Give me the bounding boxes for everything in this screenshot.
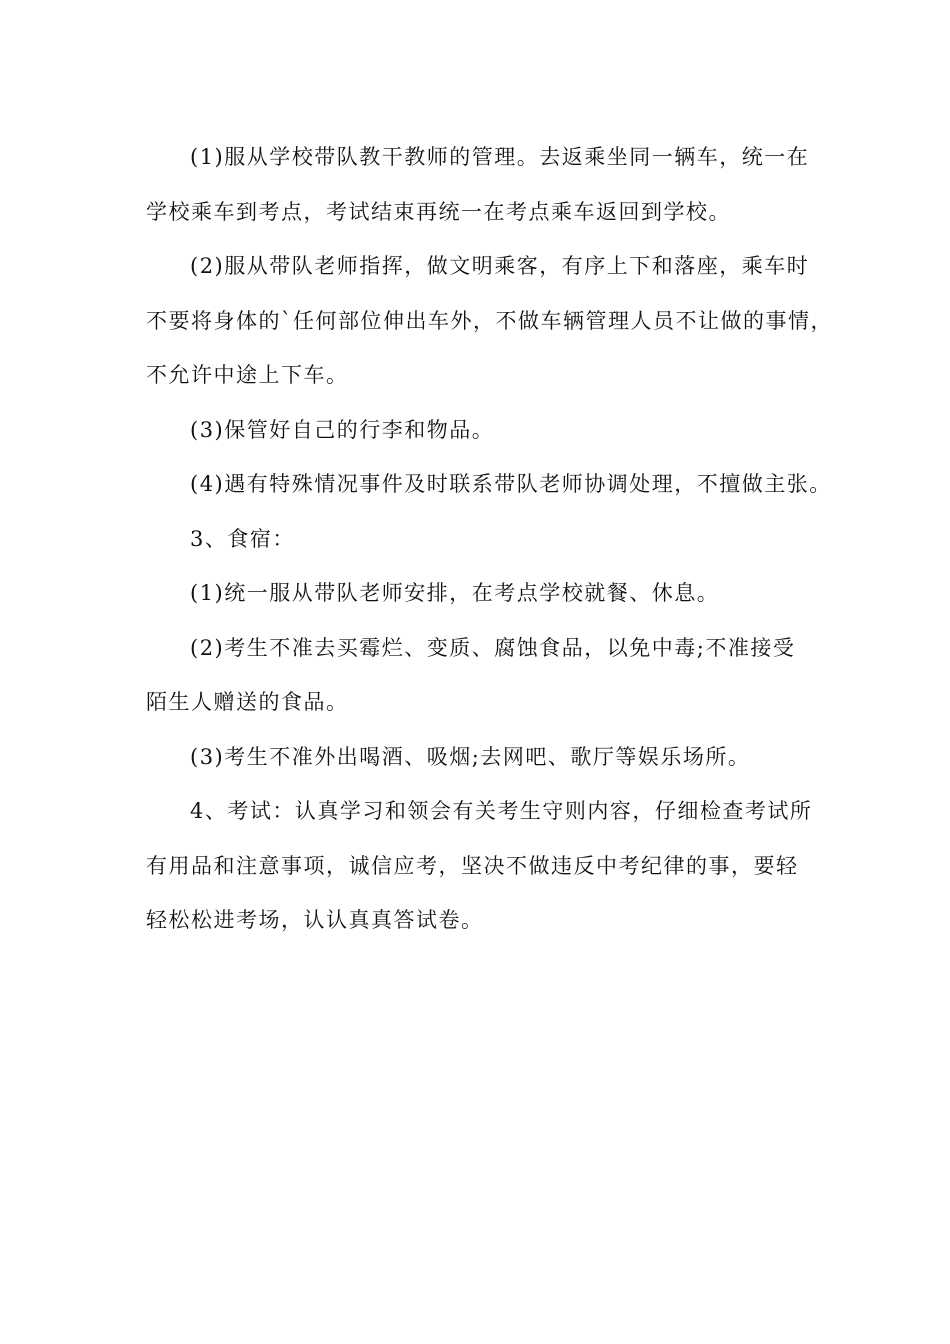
- text-line: 陌生人赠送的食品。: [146, 690, 349, 714]
- text-line: 轻松松进考场，认认真真答试卷。: [146, 908, 484, 932]
- text-line: (3)保管好自己的行李和物品。: [190, 417, 495, 442]
- document-body: [146, 130, 833, 948]
- text-line: 有用品和注意事项，诚信应考，坚决不做违反中考纪律的事，要轻: [146, 853, 799, 878]
- text-line: (3)考生不准外出喝酒、吸烟;去网吧、歌厅等娱乐场所。: [190, 744, 751, 769]
- text-line: (4)遇有特殊情况事件及时联系带队老师协调处理，不擅做主张。: [190, 472, 832, 496]
- text-line: (1)统一服从带队老师安排，在考点学校就餐、休息。: [190, 581, 720, 605]
- section-heading: 3、食宿：: [190, 526, 295, 551]
- text-line: 4、考试：认真学习和领会有关考生守则内容，仔细检查考试所: [190, 799, 813, 823]
- text-line: (2)服从带队老师指挥，做文明乘客，有序上下和落座，乘车时: [190, 254, 810, 278]
- text-line: (2)考生不准去买霉烂、变质、腐蚀食品，以免中毒;不准接受: [190, 635, 796, 660]
- text-line: 不允许中途上下车。: [146, 363, 349, 387]
- text-line: (1)服从学校带队教干教师的管理。去返乘坐同一辆车，统一在: [190, 145, 810, 169]
- text-line: 不要将身体的`任何部位伸出车外，不做车辆管理人员不让做的事情，: [146, 308, 833, 333]
- text-line: 学校乘车到考点，考试结束再统一在考点乘车返回到学校。: [146, 199, 731, 224]
